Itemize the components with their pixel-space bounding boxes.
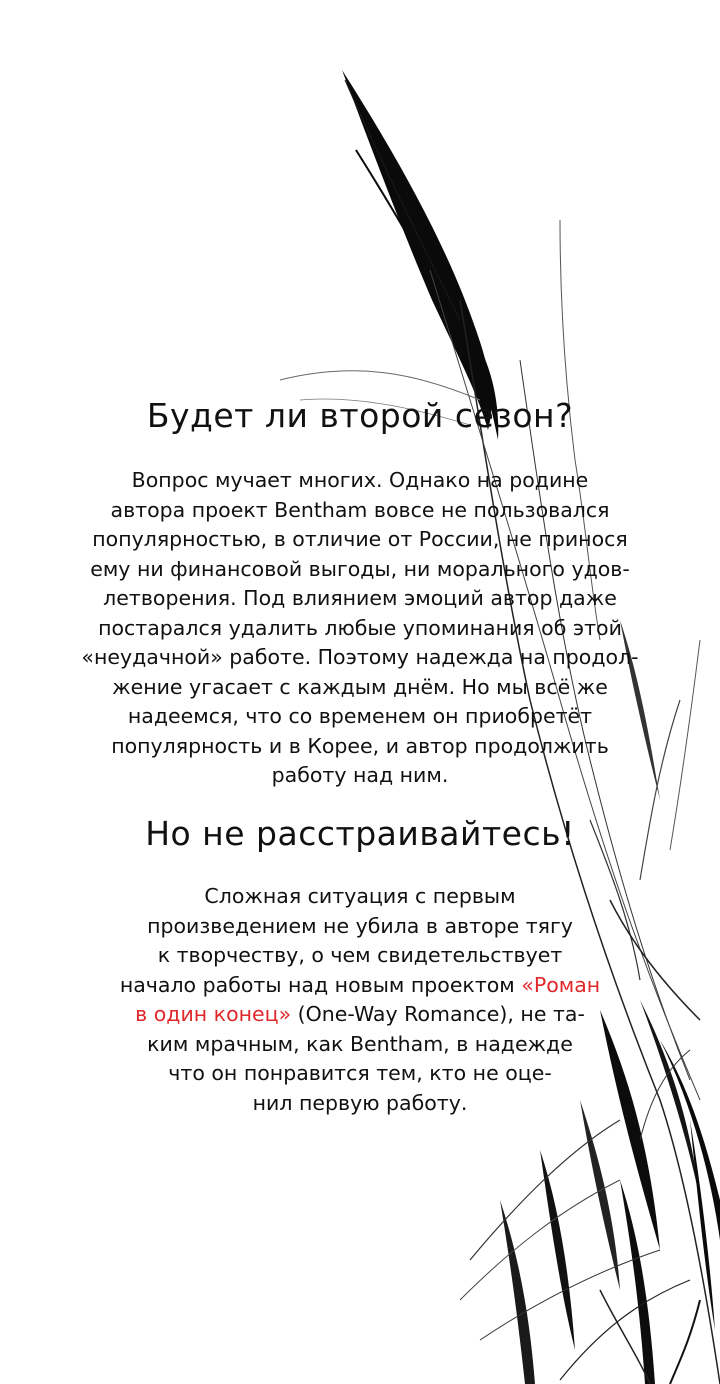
text-line: ким мрачным, как Bentham, в надежде <box>147 1031 573 1056</box>
text-line: нил первую работу. <box>252 1090 468 1115</box>
text-line: автора проект Bentham вовсе не пользовался <box>110 497 610 522</box>
paragraph-second-season-text <box>20 466 700 791</box>
text-line: популярность и в Корее, и автор продолжить <box>111 733 609 758</box>
text-line: надеемся, что со временем он приобретёт <box>127 704 593 728</box>
section-dont-be-upset <box>20 814 700 853</box>
text-line: ему ни финансовой выгоды, ни морального удов- <box>90 556 630 581</box>
text-line: работу над ним. <box>271 763 449 787</box>
paragraph-second-season <box>20 466 700 791</box>
section-second-season <box>20 396 700 435</box>
project-title-highlight: в один конец» <box>135 1002 292 1026</box>
text-line: Сложная ситуация с первым <box>204 884 516 908</box>
text-segment: (One-Way Romance), не та- <box>291 1002 585 1026</box>
text-line: постарался удалить любые упоминания об этой <box>98 615 622 640</box>
project-title-highlight: «Роман <box>521 972 601 997</box>
text-line: Вопрос мучает многих. Однако на родине <box>131 468 589 492</box>
text-line: летворения. Под влиянием эмоций автор даже <box>103 586 617 610</box>
text-line <box>20 971 700 1001</box>
paragraph-dont-be-upset-text <box>20 882 700 1118</box>
text-line: «неудачной» работе. Поэтому надежда на продол- <box>81 645 639 669</box>
text-segment: начало работы над новым проектом <box>119 972 522 997</box>
text-line: жение угасает с каждым днём. Но мы всё же <box>112 674 608 699</box>
text-line <box>20 1000 700 1030</box>
heading-dont-be-upset: Но не расстраивайтесь! <box>145 814 575 853</box>
text-line: популярностью, в отличие от России, не принося <box>92 527 628 551</box>
heading-second-season: Будет ли второй сезон? <box>146 396 574 435</box>
text-line: произведением не убила в авторе тягу <box>147 913 573 938</box>
text-line: что он понравится тем, кто не оце- <box>168 1061 552 1085</box>
text-line: к творчеству, о чем свидетельствует <box>157 943 563 967</box>
paragraph-dont-be-upset <box>20 882 700 1118</box>
